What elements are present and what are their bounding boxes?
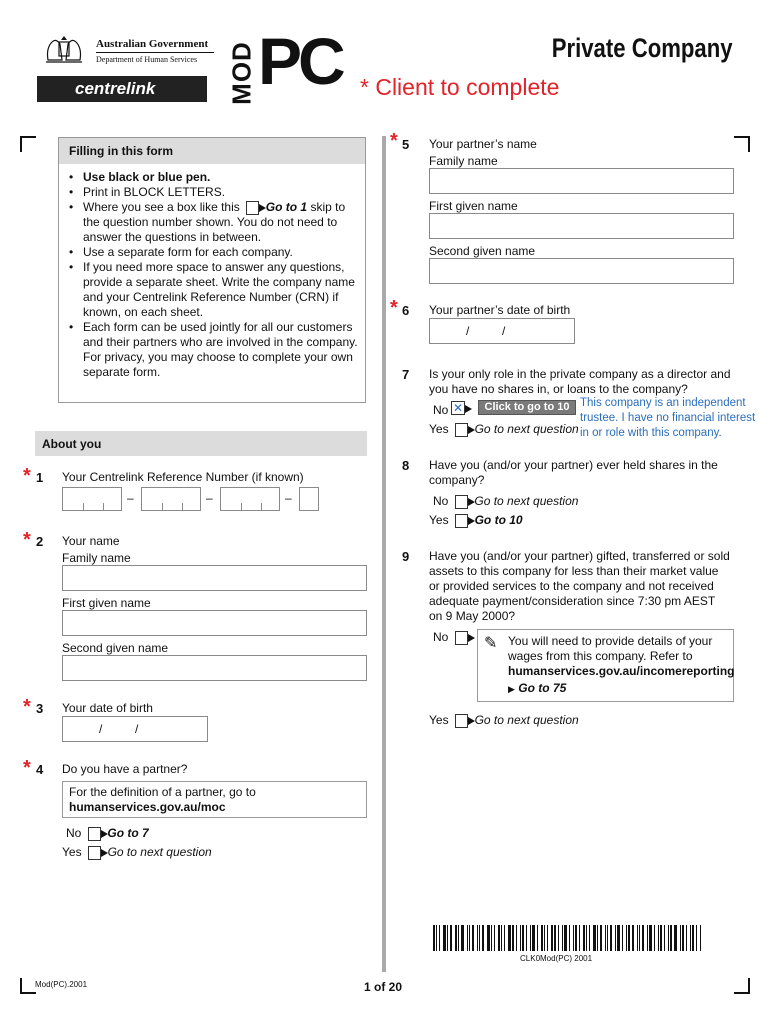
- filling-heading: Filling in this form: [59, 138, 365, 164]
- instruction-item: • Where you see a box like this Go to 1 skip to the question number shown. You do not need to answer the questions in between.: [69, 200, 361, 245]
- q7-no-checkbox[interactable]: [451, 401, 465, 415]
- question-text: Is your only role in the private company as a director and: [429, 367, 731, 381]
- question-text: company?: [429, 473, 485, 487]
- required-star: *: [390, 297, 398, 319]
- centrelink-brand: centrelink: [37, 76, 207, 102]
- department-name: Department of Human Services: [96, 55, 198, 64]
- instruction-item: • Print in BLOCK LETTERS.: [69, 185, 361, 200]
- paperclip-icon: ✎: [484, 635, 498, 652]
- partner-family-label: Family name: [429, 154, 498, 168]
- page-title: Private Company: [552, 33, 733, 63]
- partner-first-label: First given name: [429, 199, 518, 213]
- required-star: *: [23, 529, 31, 551]
- question-text: Your Centrelink Reference Number (if known): [62, 470, 304, 484]
- instruction-item: • Each form can be used jointly for all our customers and their partners who are involved in the company. For privacy, you may choose to complete your own separate form.: [69, 320, 361, 380]
- question-text: or provided services to the company and not received: [429, 579, 714, 593]
- instruction-list: [69, 170, 361, 380]
- question-number: 2: [36, 534, 44, 549]
- form-code: PC: [258, 24, 342, 98]
- question-text: assets to this company for less than their market value: [429, 564, 719, 578]
- mod-label: MOD: [226, 41, 257, 105]
- question-text: Your partner’s name: [429, 137, 537, 151]
- question-text: you have no shares in, or loans to the company?: [429, 382, 688, 396]
- required-star: *: [23, 757, 31, 779]
- client-to-complete: * Client to complete: [360, 74, 560, 100]
- partner-second-label: Second given name: [429, 244, 536, 258]
- question-number: 6: [402, 303, 410, 318]
- go-to-10-button[interactable]: Click to go to 10: [478, 400, 576, 415]
- q7-no-label: No: [433, 403, 449, 417]
- question-text: Have you (and/or your partner) gifted, transferred or sold: [429, 549, 730, 563]
- dash: –: [285, 491, 292, 505]
- crop-mark: [20, 978, 36, 994]
- about-you-heading: About you: [35, 431, 367, 456]
- page-number: 1 of 20: [364, 980, 403, 994]
- partner-second-field[interactable]: [429, 258, 734, 284]
- question-number: 5: [402, 137, 410, 152]
- required-star: *: [390, 130, 398, 152]
- income-reporting-link[interactable]: humanservices.gov.au/incomereporting: [508, 664, 735, 678]
- question-text: Your name: [62, 534, 120, 548]
- question-text: Have you (and/or your partner) ever held shares in the: [429, 458, 718, 472]
- crop-mark: [734, 978, 750, 994]
- government-logo: [40, 34, 215, 66]
- required-star: *: [23, 465, 31, 487]
- question-number: 9: [402, 549, 410, 564]
- question-text: adequate payment/consideration since 7:30 pm AEST: [429, 594, 716, 608]
- q9-wages-note: ✎ You will need to provide details of your wages from this company. Refer to humanservices.gov.au/incomereporting ▶ Go to 75: [477, 629, 734, 702]
- crn-field-4[interactable]: [299, 487, 319, 511]
- dash: –: [206, 491, 213, 505]
- second-name-field[interactable]: [62, 655, 367, 681]
- instruction-item: • Use black or blue pen.: [69, 170, 361, 185]
- first-name-label: First given name: [62, 596, 151, 610]
- q9-yes-option[interactable]: Yes Go to next question: [429, 713, 579, 727]
- question-text: Do you have a partner?: [62, 762, 188, 776]
- q7-yes-option[interactable]: Yes Go to next question: [429, 422, 579, 436]
- partner-definition-note: For the definition of a partner, go to humanservices.gov.au/moc: [62, 781, 367, 818]
- q9-no-option[interactable]: No: [433, 630, 468, 645]
- q4-no-option[interactable]: No Go to 7: [66, 826, 149, 840]
- crn-field-3[interactable]: [220, 487, 280, 511]
- family-name-field[interactable]: [62, 565, 367, 591]
- govt-name: Australian Government: [96, 38, 209, 50]
- question-number: 8: [402, 458, 410, 473]
- q8-no-option[interactable]: No Go to next question: [433, 494, 579, 508]
- question-text: on 9 May 2000?: [429, 609, 516, 623]
- filling-instructions: [58, 137, 366, 403]
- barcode-text: CLK0Mod(PC) 2001: [520, 954, 593, 963]
- crop-mark: [20, 136, 36, 152]
- required-star: *: [23, 696, 31, 718]
- family-name-label: Family name: [62, 551, 131, 565]
- second-name-label: Second given name: [62, 641, 169, 655]
- crop-mark: [734, 136, 750, 152]
- first-name-field[interactable]: [62, 610, 367, 636]
- box-arrow-icon: [246, 201, 259, 215]
- partner-dob-field[interactable]: / /: [429, 318, 575, 344]
- q4-yes-option[interactable]: Yes Go to next question: [62, 845, 212, 859]
- crn-field-2[interactable]: [141, 487, 201, 511]
- dob-field[interactable]: / /: [62, 716, 208, 742]
- q7-trustee-note: This company is an independent trustee. I have no financial interest in or role with this company.: [580, 397, 756, 439]
- partner-family-field[interactable]: [429, 168, 734, 194]
- column-divider: [382, 136, 386, 972]
- instruction-item: • If you need more space to answer any questions, provide a separate sheet. Write the company name and your Centrelink Reference Number (CRN) if known, on each sheet.: [69, 260, 361, 320]
- question-text: Your date of birth: [62, 701, 153, 715]
- partner-first-field[interactable]: [429, 213, 734, 239]
- barcode: [433, 925, 703, 951]
- question-text: Your partner’s date of birth: [429, 303, 571, 317]
- question-number: 3: [36, 701, 44, 716]
- dash: –: [127, 491, 134, 505]
- govt-rule: [96, 52, 214, 53]
- instruction-item: • Use a separate form for each company.: [69, 245, 361, 260]
- form-code-footer: Mod(PC).2001: [35, 980, 88, 989]
- question-number: 4: [36, 762, 44, 777]
- question-number: 7: [402, 367, 410, 382]
- question-number: 1: [36, 470, 44, 485]
- coat-of-arms-icon: [40, 34, 88, 66]
- q8-yes-option[interactable]: Yes Go to 10: [429, 513, 523, 527]
- crn-field-1[interactable]: [62, 487, 122, 511]
